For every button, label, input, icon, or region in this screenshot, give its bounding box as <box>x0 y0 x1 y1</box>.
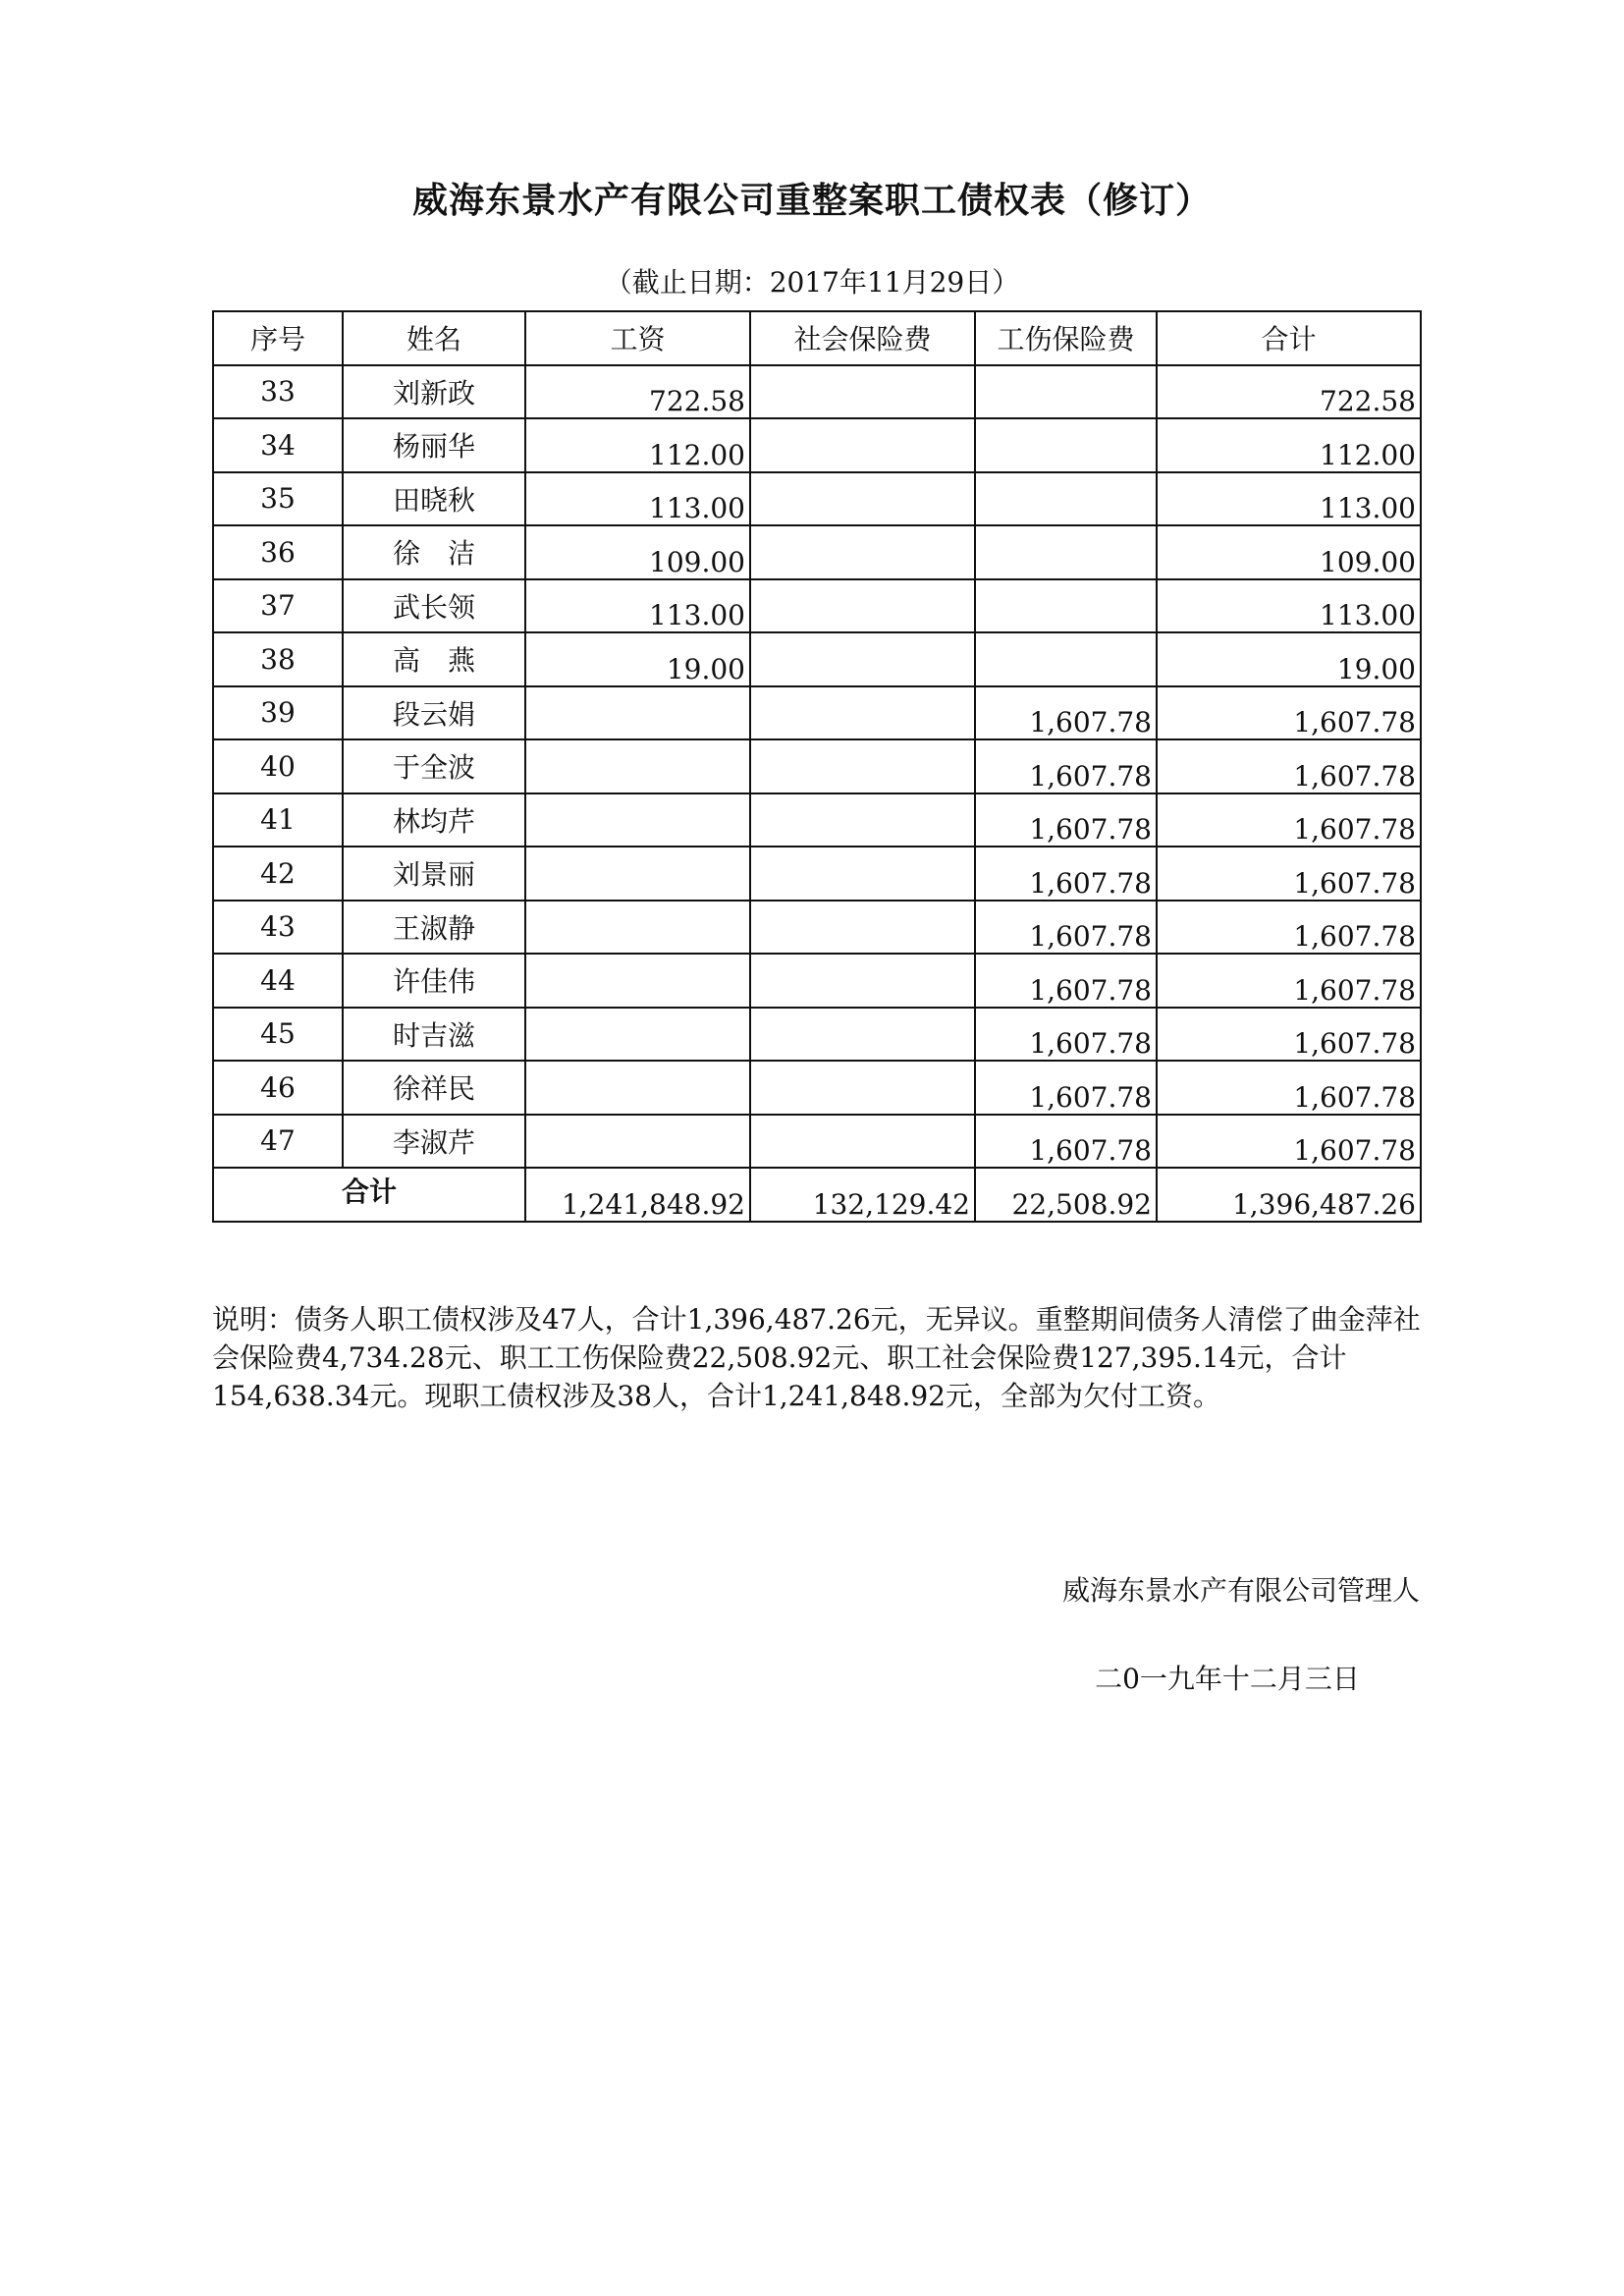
row-injury-insurance: 1,607.78 <box>975 954 1157 1008</box>
row-injury-insurance: 1,607.78 <box>975 793 1157 847</box>
cutoff-date: （截止日期：2017年11月29日） <box>604 266 1020 299</box>
row-injury-insurance: 1,607.78 <box>975 847 1157 901</box>
row-wage <box>525 847 750 901</box>
row-total: 1,607.78 <box>1157 686 1421 740</box>
row-wage: 113.00 <box>525 579 750 633</box>
explanation-note: 说明：债务人职工债权涉及47人，合计1,396,487.26元，无异议。重整期间债务人清偿了曲金萍社会保险费4,734.28元、职工工伤保险费22,508.92元、职工社会保险费127,395.14元，合计154,638.34元。现职工债权涉及38人，合计1,241,848.92元，全部为欠付工资。 <box>212 1303 1421 1412</box>
row-injury-insurance: 1,607.78 <box>975 1061 1157 1115</box>
row-wage: 19.00 <box>525 632 750 686</box>
row-name: 时吉滋 <box>343 1008 525 1062</box>
row-seq: 42 <box>213 847 343 901</box>
row-injury-insurance <box>975 365 1157 419</box>
row-seq: 38 <box>213 632 343 686</box>
header-social-insurance: 社会保险费 <box>750 311 975 365</box>
row-total: 722.58 <box>1157 365 1421 419</box>
row-seq: 41 <box>213 793 343 847</box>
row-total: 1,607.78 <box>1157 1008 1421 1062</box>
table-row <box>213 579 1421 633</box>
row-total: 1,607.78 <box>1157 1115 1421 1169</box>
row-social-insurance <box>750 632 975 686</box>
row-name: 段云娟 <box>343 686 525 740</box>
row-injury-insurance: 1,607.78 <box>975 739 1157 793</box>
table-row <box>213 847 1421 901</box>
row-social-insurance <box>750 793 975 847</box>
row-name: 李淑芹 <box>343 1115 525 1169</box>
total-sum: 1,396,487.26 <box>1157 1168 1421 1222</box>
row-name: 王淑静 <box>343 901 525 955</box>
row-wage: 113.00 <box>525 472 750 526</box>
table-row <box>213 525 1421 579</box>
row-total: 1,607.78 <box>1157 739 1421 793</box>
row-social-insurance <box>750 1061 975 1115</box>
row-injury-insurance <box>975 632 1157 686</box>
document-title: 威海东景水产有限公司重整案职工债权表（修订） <box>411 181 1212 221</box>
row-name: 刘景丽 <box>343 847 525 901</box>
row-wage <box>525 954 750 1008</box>
row-social-insurance <box>750 1115 975 1169</box>
signature-date: 二0一九年十二月三日 <box>1095 1663 1360 1695</box>
row-name: 高 燕 <box>343 632 525 686</box>
table-row <box>213 793 1421 847</box>
row-wage: 112.00 <box>525 418 750 472</box>
row-wage <box>525 686 750 740</box>
row-name: 林均芹 <box>343 793 525 847</box>
row-social-insurance <box>750 739 975 793</box>
row-injury-insurance: 1,607.78 <box>975 1008 1157 1062</box>
table-row <box>213 739 1421 793</box>
header-wage: 工资 <box>525 311 750 365</box>
table-row <box>213 1008 1421 1062</box>
row-social-insurance <box>750 579 975 633</box>
row-social-insurance <box>750 525 975 579</box>
row-wage <box>525 901 750 955</box>
row-seq: 33 <box>213 365 343 419</box>
row-total: 113.00 <box>1157 472 1421 526</box>
table-row <box>213 901 1421 955</box>
row-total: 1,607.78 <box>1157 901 1421 955</box>
row-injury-insurance <box>975 418 1157 472</box>
total-wage: 1,241,848.92 <box>525 1168 750 1222</box>
table-row <box>213 954 1421 1008</box>
row-name: 刘新政 <box>343 365 525 419</box>
header-injury-insurance: 工伤保险费 <box>975 311 1157 365</box>
row-total: 1,607.78 <box>1157 847 1421 901</box>
row-name: 田晓秋 <box>343 472 525 526</box>
row-wage <box>525 1008 750 1062</box>
row-wage <box>525 793 750 847</box>
row-injury-insurance <box>975 525 1157 579</box>
row-seq: 37 <box>213 579 343 633</box>
total-label: 合计 <box>213 1168 525 1222</box>
row-seq: 34 <box>213 418 343 472</box>
row-wage: 109.00 <box>525 525 750 579</box>
signer: 威海东景水产有限公司管理人 <box>1061 1574 1420 1607</box>
table-row <box>213 1115 1421 1169</box>
row-injury-insurance: 1,607.78 <box>975 686 1157 740</box>
row-social-insurance <box>750 954 975 1008</box>
row-seq: 36 <box>213 525 343 579</box>
table-row <box>213 1061 1421 1115</box>
row-injury-insurance <box>975 472 1157 526</box>
row-seq: 39 <box>213 686 343 740</box>
row-wage <box>525 739 750 793</box>
row-name: 徐祥民 <box>343 1061 525 1115</box>
table-row <box>213 472 1421 526</box>
header-seq: 序号 <box>213 311 343 365</box>
row-seq: 47 <box>213 1115 343 1169</box>
row-name: 武长领 <box>343 579 525 633</box>
table-row <box>213 686 1421 740</box>
row-seq: 45 <box>213 1008 343 1062</box>
row-total: 112.00 <box>1157 418 1421 472</box>
row-social-insurance <box>750 847 975 901</box>
creditor-table <box>212 310 1422 1223</box>
row-injury-insurance: 1,607.78 <box>975 901 1157 955</box>
total-injury-insurance: 22,508.92 <box>975 1168 1157 1222</box>
table-row <box>213 365 1421 419</box>
row-social-insurance <box>750 418 975 472</box>
row-seq: 46 <box>213 1061 343 1115</box>
table-row <box>213 418 1421 472</box>
row-seq: 40 <box>213 739 343 793</box>
header-total: 合计 <box>1157 311 1421 365</box>
row-seq: 43 <box>213 901 343 955</box>
row-injury-insurance: 1,607.78 <box>975 1115 1157 1169</box>
row-name: 徐 洁 <box>343 525 525 579</box>
row-name: 于全波 <box>343 739 525 793</box>
row-injury-insurance <box>975 579 1157 633</box>
row-wage <box>525 1115 750 1169</box>
row-social-insurance <box>750 472 975 526</box>
row-social-insurance <box>750 365 975 419</box>
row-total: 19.00 <box>1157 632 1421 686</box>
row-seq: 44 <box>213 954 343 1008</box>
total-row <box>213 1168 1421 1222</box>
row-social-insurance <box>750 901 975 955</box>
row-name: 杨丽华 <box>343 418 525 472</box>
row-wage <box>525 1061 750 1115</box>
row-total: 113.00 <box>1157 579 1421 633</box>
row-total: 109.00 <box>1157 525 1421 579</box>
table-header-row <box>213 311 1421 365</box>
row-total: 1,607.78 <box>1157 793 1421 847</box>
row-social-insurance <box>750 1008 975 1062</box>
row-name: 许佳伟 <box>343 954 525 1008</box>
total-social-insurance: 132,129.42 <box>750 1168 975 1222</box>
row-social-insurance <box>750 686 975 740</box>
row-seq: 35 <box>213 472 343 526</box>
header-name: 姓名 <box>343 311 525 365</box>
row-total: 1,607.78 <box>1157 954 1421 1008</box>
row-total: 1,607.78 <box>1157 1061 1421 1115</box>
row-wage: 722.58 <box>525 365 750 419</box>
table-row <box>213 632 1421 686</box>
